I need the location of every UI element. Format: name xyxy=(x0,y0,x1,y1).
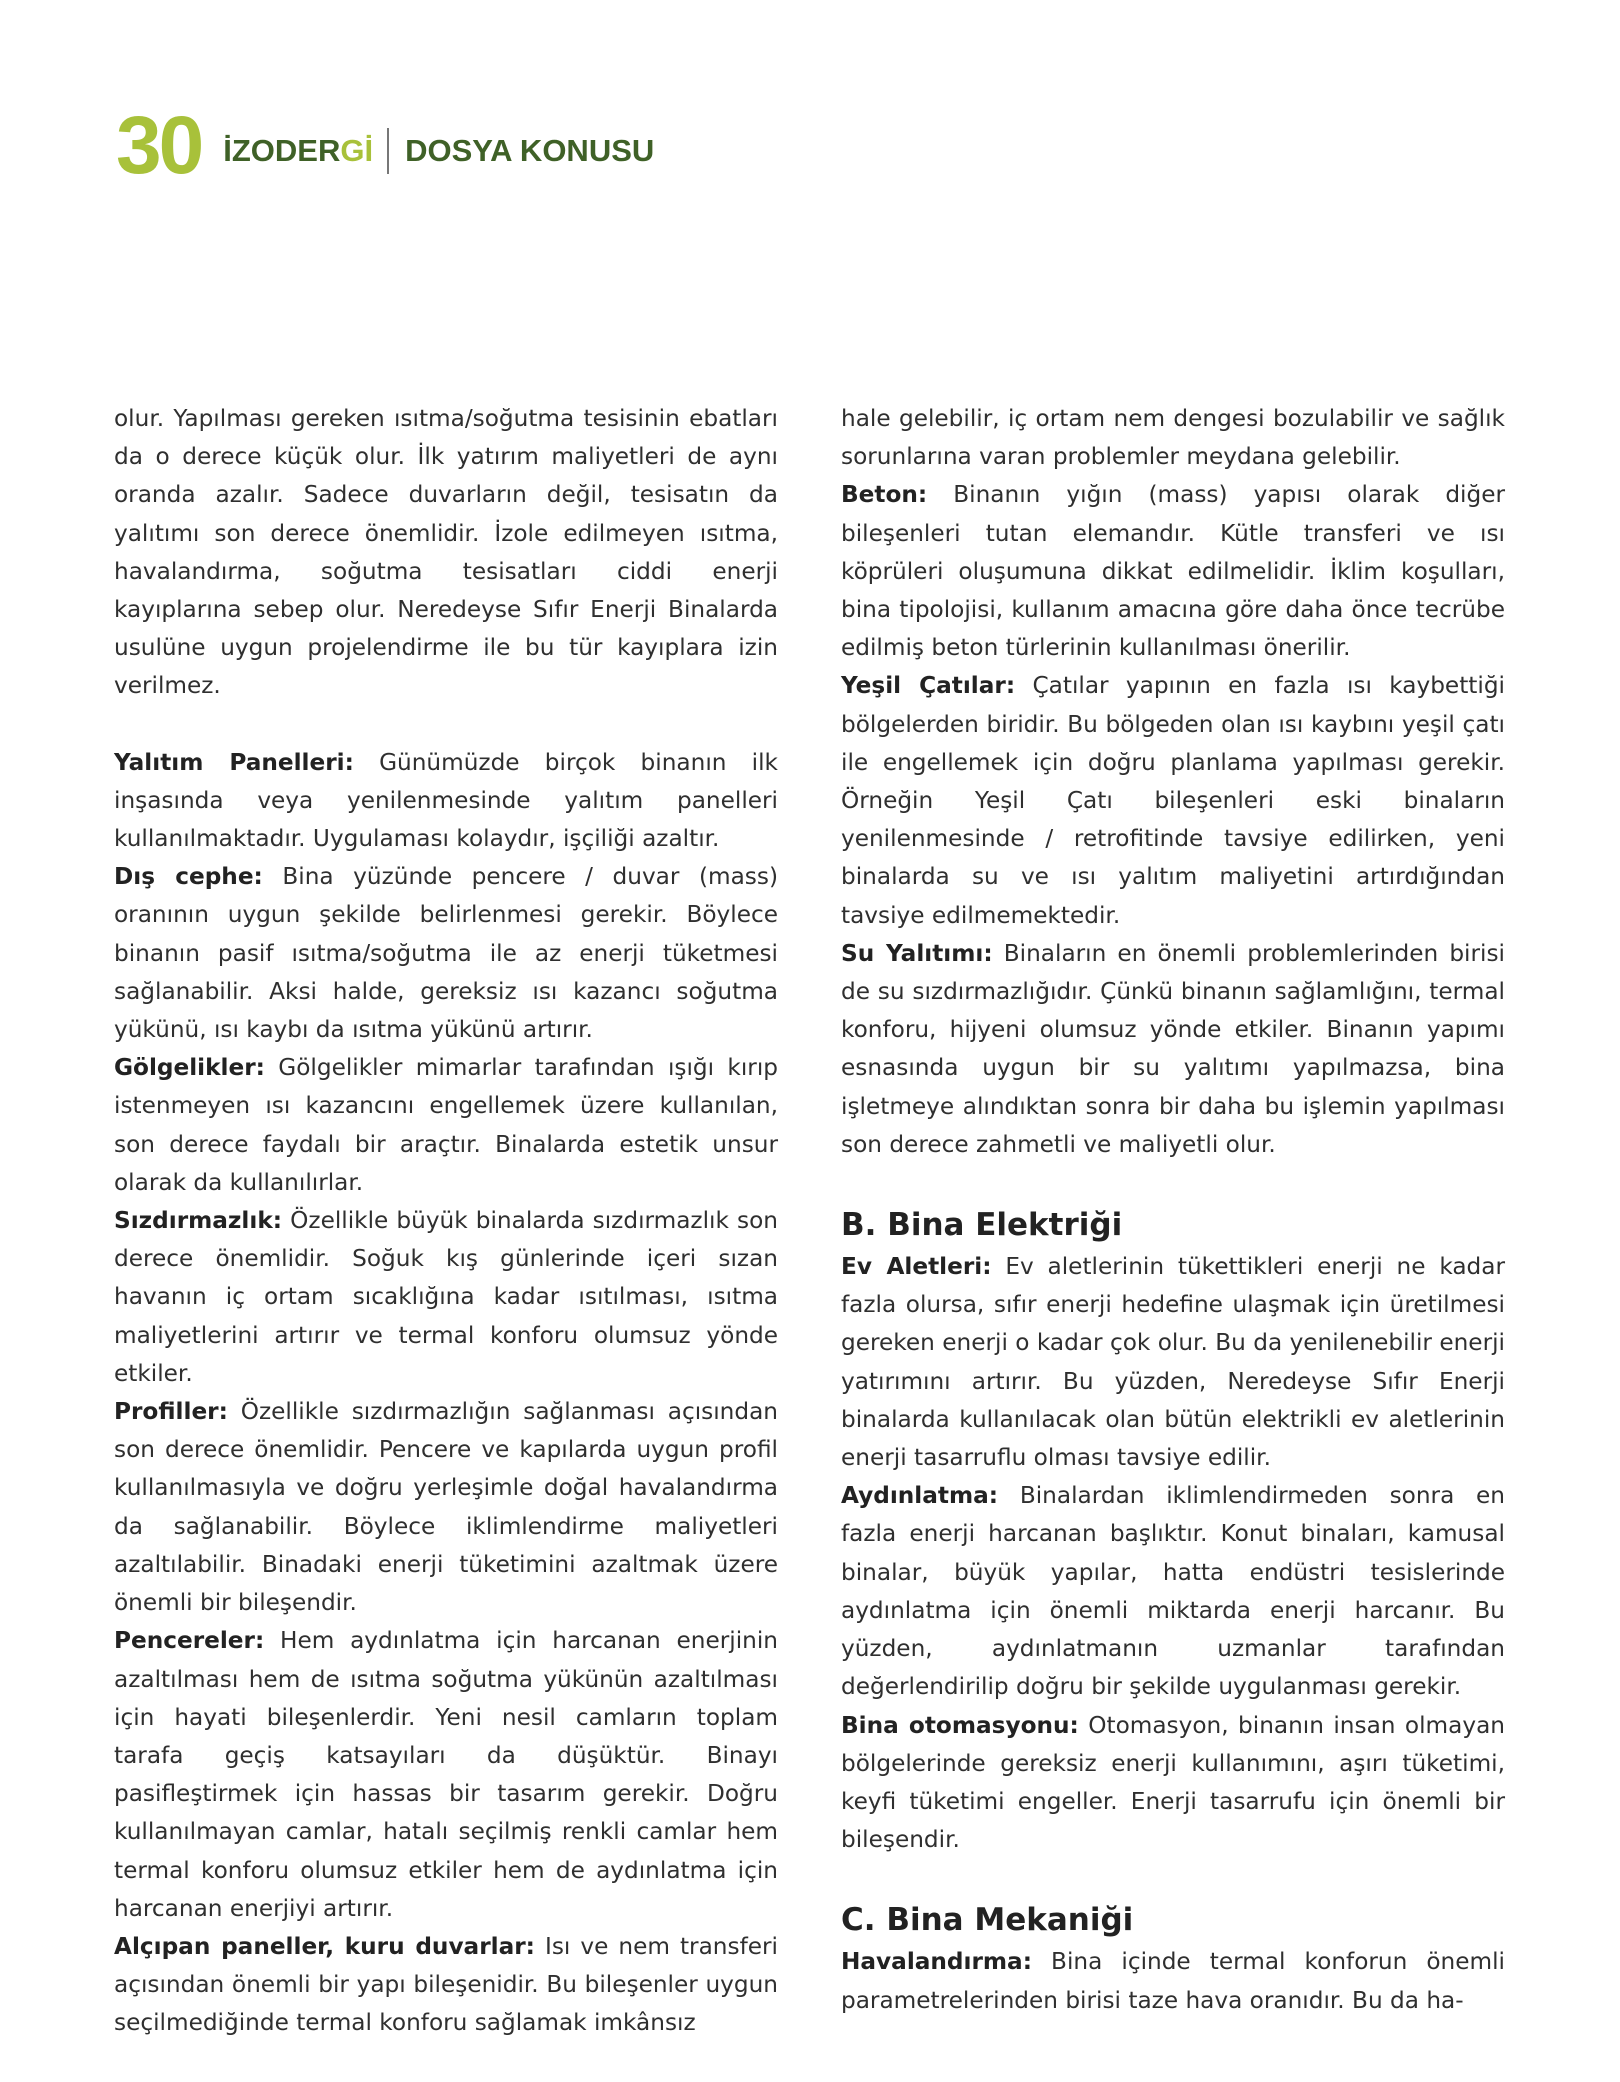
paragraph-alcipan xyxy=(114,1928,778,2043)
paragraph-text: Bina yüzünde pencere / duvar (mass) oranının uygun şekilde belirlenmesi gerekir. Böylece binanın pasif ısıtma/soğutma ile az enerji tüketmesi sağlanabilir. Aksi halde, gereksiz ısı kazancı soğutma yükünü, ısı kaybı da ısıtma yükünü artırır. xyxy=(114,863,779,1044)
paragraph-sizdirmazlik xyxy=(114,1202,778,1393)
paragraph-aydinlatma xyxy=(841,1477,1505,1706)
heading-bina-elektrigi: B. Bina Elektriği xyxy=(841,1207,1123,1244)
paragraph-text: Günümüzde birçok binanın ilk inşasında veya yenilenmesinde yalıtım panelleri kullanılmaktadır. Uygulaması kolaydır, işçiliği azaltır. xyxy=(114,748,778,853)
paragraph-text: Bina içinde termal konforun önemli parametrelerinden birisi taze hava oranıdır. Bu da ha- xyxy=(841,1948,1505,2014)
paragraph-yesil-catilar xyxy=(841,667,1505,934)
paragraph-su-yalitimi xyxy=(841,935,1505,1164)
paragraph-golgelikler xyxy=(114,1049,778,1202)
paragraph-beton xyxy=(841,476,1505,667)
paragraph-text: Binanın yığın (mass) yapısı olarak diğer bileşenleri tutan elemandır. Kütle transferi ve ısı köprüleri oluşumuna dikkat edilmelidir. İklim koşulları, bina tipolojisi, kullanım amacına göre daha önce tecrübe edilmiş beton türlerinin kullanılması önerilir. xyxy=(841,481,1505,662)
term: Su Yalıtımı: xyxy=(841,939,993,967)
paragraph-yalitim-panelleri xyxy=(114,744,778,859)
paragraph-text: Binaların en önemli problemlerinden birisi de su sızdırmazlığıdır. Çünkü binanın sağlamlığını, termal konforu, hijyeni olumsuz yönde etkiler. Binanın yapımı esnasında uygun bir su yalıtımı yapılmazsa, bina işletmeye alındıktan sonra bir daha bu işlemin yapılması son derece zahmetli ve maliyetli olur. xyxy=(841,939,1505,1158)
paragraph-havalandirma xyxy=(841,1943,1505,2019)
term: Bina otomasyonu: xyxy=(841,1711,1079,1739)
term: Gölgelikler: xyxy=(114,1054,265,1082)
paragraph-bina-otomasyonu xyxy=(841,1707,1505,1860)
heading-bina-mekanigi: C. Bina Mekaniği xyxy=(841,1902,1134,1939)
term: Sızdırmazlık: xyxy=(114,1207,283,1235)
paragraph-text: Gölgelikler mimarlar tarafından ışığı kırıp istenmeyen ısı kazancını engellemek üzere kullanılan, son derece faydalı bir araçtır. Binalarda estetik unsur olarak da kullanılırlar. xyxy=(114,1054,778,1196)
term: Dış cephe: xyxy=(114,863,263,891)
intro-paragraph: olur. Yapılması gereken ısıtma/soğutma tesisinin ebatları da o derece küçük olur. İlk yatırım maliyetleri de aynı oranda azalır. Sadece duvarların değil, tesisatın da yalıtımı son derece önemlidir. İzole edilmeyen ısıtma, havalandırma, soğutma tesisatları ciddi enerji kayıplarına sebep olur. Neredeyse Sıfır Enerji Binalarda usulüne uygun projelendirme ile bu tür kayıplara izin verilmez. xyxy=(114,405,778,700)
paragraph-text: Hem aydınlatma için harcanan enerjinin azaltılması hem de ısıtma soğutma yükünün azaltılması için hayati bileşenlerdir. Yeni nesil camların toplam tarafa geçiş katsayıları da düşüktür. Binayı pasifleştirmek için hassas bir tasarım gerekir. Doğru kullanılmayan camlar, hatalı seçilmiş renkli camlar hem termal konforu olumsuz etkiler hem de aydınlatma için harcanan enerjiyi artırır. xyxy=(114,1627,778,1922)
right-column xyxy=(841,400,1505,2020)
term: Yeşil Çatılar: xyxy=(841,672,1016,700)
term: Aydınlatma: xyxy=(841,1482,999,1510)
paragraph-text: Çatılar yapının en fazla ısı kaybettiği bölgelerden biridir. Bu bölgeden olan ısı kaybını yeşil çatı ile engellemek için doğru planlama yapılması gerekir. Örneğin Yeşil Çatı bileşenleri eski binaların yenilenmesinde / retrofitinde tavsiye edilirken, yeni binalarda su ve ısı yalıtım maliyetini artırdığından tavsiye edilmemektedir. xyxy=(841,672,1505,929)
paragraph-text: Otomasyon, binanın insan olmayan bölgelerinde gereksiz enerji kullanımını, aşırı tüketimi, keyfi tüketimi engeller. Enerji tasarrufu için önemli bir bileşendir. xyxy=(841,1711,1505,1854)
term: Yalıtım Panelleri: xyxy=(114,748,354,776)
paragraph-ev-aletleri xyxy=(841,1248,1505,1477)
paragraph-profiller xyxy=(114,1393,778,1622)
section-title: DOSYA KONUSU xyxy=(405,133,655,168)
continuation-paragraph: hale gelebilir, iç ortam nem dengesi bozulabilir ve sağlık sorunlarına varan problemler meydana gelebilir. xyxy=(841,405,1505,471)
term: Profiller: xyxy=(114,1398,228,1426)
header-divider xyxy=(387,128,389,174)
paragraph-text: Binalardan iklimlendirmeden sonra en fazla enerji harcanan başlıktır. Konut binaları, kamusal binalar, büyük yapılar, hatta endüstri tesislerinde aydınlatma için önemli miktarda enerji harcanır. Bu yüzden, aydınlatmanın uzmanlar tarafından değerlendirilip doğru bir şekilde uygulanması gerekir. xyxy=(841,1482,1505,1701)
paragraph-text: Ev aletlerinin tükettikleri enerji ne kadar fazla olursa, sıfır enerji hedefine ulaşmak için üretilmesi gereken enerji o kadar çok olur. Bu da yenilenebilir enerji yatırımını artırır. Bu yüzden, Neredeyse Sıfır Enerji binalarda kullanılacak olan bütün elektrikli ev aletlerinin enerji tasarruflu olması tavsiye edilir. xyxy=(841,1253,1506,1472)
page-header xyxy=(116,100,655,191)
magazine-name: İZODER xyxy=(223,133,341,168)
term: Pencereler: xyxy=(114,1627,265,1655)
magazine-logo xyxy=(223,133,373,169)
term: Beton: xyxy=(841,481,928,509)
term: Havalandırma: xyxy=(841,1948,1032,1976)
term: Ev Aletleri: xyxy=(841,1253,992,1281)
page-number: 30 xyxy=(116,100,202,191)
paragraph-pencereler xyxy=(114,1622,778,1928)
magazine-name-accent: Gİ xyxy=(340,133,374,168)
paragraph-text: Özellikle büyük binalarda sızdırmazlık son derece önemlidir. Soğuk kış günlerinde içeri sızan havanın iç ortam sıcaklığına kadar ısıtılması, ısıtma maliyetlerini artırır ve termal konforu olumsuz yönde etkiler. xyxy=(114,1207,778,1387)
paragraph-text: Isı ve nem transferi açısından önemli bir yapı bileşenidir. Bu bileşenler uygun seçilmediğinde termal konforu sağlamak imkânsız xyxy=(114,1932,778,2037)
term: Alçıpan paneller, kuru duvarlar: xyxy=(114,1932,535,1960)
paragraph-text: Özellikle sızdırmazlığın sağlanması açısından son derece önemlidir. Pencere ve kapılarda uygun profil kullanılmasıyla ve doğru yerleşimle doğal havalandırma da sağlanabilir. Böylece iklimlendirme maliyetleri azaltılabilir. Binadaki enerji tüketimini azaltmak üzere önemli bir bileşendir. xyxy=(114,1398,778,1617)
left-column xyxy=(114,400,778,2043)
paragraph-dis-cephe xyxy=(114,858,778,1049)
